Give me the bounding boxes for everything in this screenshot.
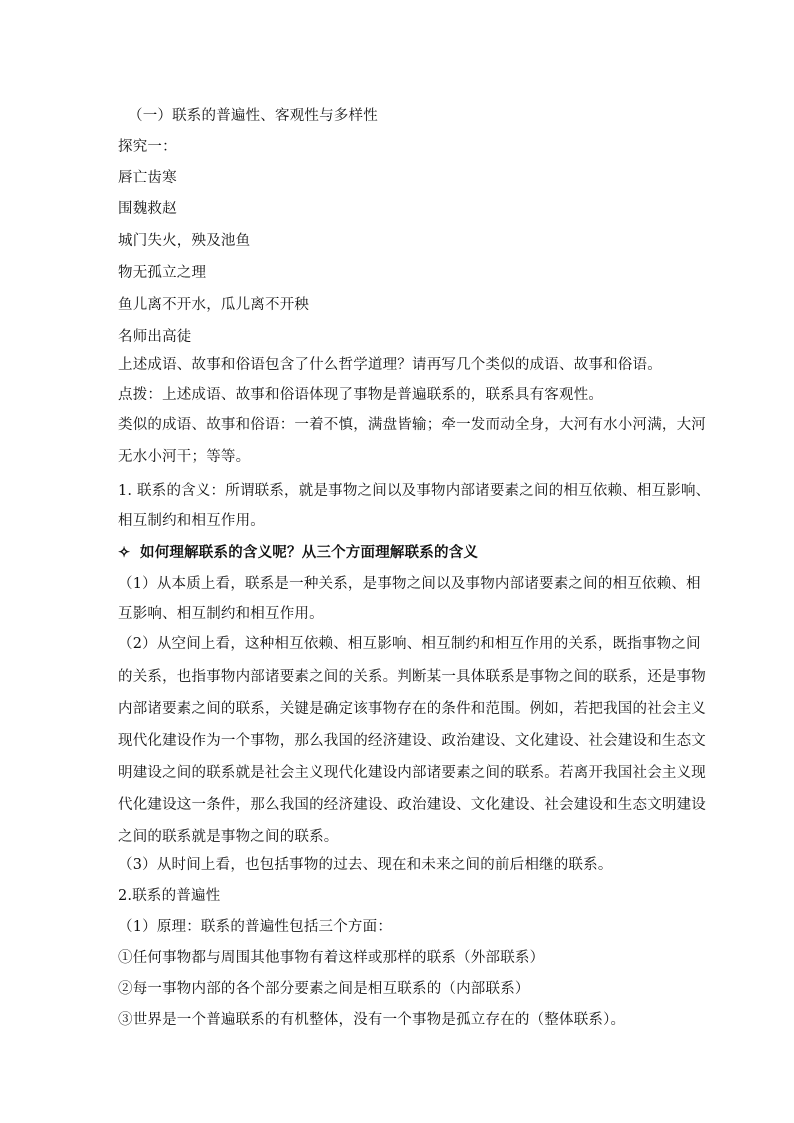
paragraph-line: 无水小河干；等等。: [118, 449, 251, 465]
hint-text: 点拨：上述成语、故事和俗语体现了事物是普遍联系的，联系具有客观性。: [118, 387, 604, 403]
paragraph-line: （1）从本质上看，联系是一种关系，是事物之间以及事物内部诸要素之间的相互依赖、相: [118, 576, 701, 592]
list-item: ③世界是一个普遍联系的有机整体，没有一个事物是孤立存在的（整体联系）。: [118, 1012, 626, 1028]
subsection-heading: 2.联系的普遍性: [118, 888, 221, 904]
idiom-line: 城门失火，殃及池鱼: [118, 233, 251, 249]
paragraph-line: 类似的成语、故事和俗语：一着不慎，满盘皆输；牵一发而动全身，大河有水小河满，大河: [118, 417, 706, 433]
paragraph-line: 1. 联系的含义：所谓联系，就是事物之间以及事物内部诸要素之间的相互依赖、相互影响、: [118, 483, 711, 499]
idiom-line: 名师出高徒: [118, 329, 192, 345]
list-item: ②每一事物内部的各个部分要素之间是相互联系的（内部联系）: [118, 981, 530, 997]
idiom-line: 鱼儿离不开水，瓜儿离不开秧: [118, 297, 310, 313]
paragraph-line: 明建设之间的联系就是社会主义现代化建设内部诸要素之间的联系。若离开我国社会主义现: [118, 765, 706, 781]
idiom-line: 围魏救赵: [118, 201, 177, 217]
idiom-line: 唇亡齿寒: [118, 170, 177, 186]
paragraph-line: 互影响、相互制约和相互作用。: [118, 606, 324, 622]
paragraph-line: 相互制约和相互作用。: [118, 513, 265, 529]
question-text: 上述成语、故事和俗语包含了什么哲学道理？请再写几个类似的成语、故事和俗语。: [118, 357, 662, 373]
paragraph-line: 现代化建设作为一个事物，那么我国的经济建设、政治建设、文化建设、社会建设和生态文: [118, 733, 706, 749]
paragraph-line: （3）从时间上看，也包括事物的过去、现在和未来之间的前后相继的联系。: [118, 857, 613, 873]
list-item: ①任何事物都与周围其他事物有着这样或那样的联系（外部联系）: [118, 950, 545, 966]
bullet-heading-text: 如何理解联系的含义呢？从三个方面理解联系的含义: [140, 544, 479, 561]
paragraph-line: 之间的联系就是事物之间的联系。: [118, 829, 339, 845]
paragraph-line: （1）原理：联系的普遍性包括三个方面：: [118, 919, 393, 935]
paragraph-line: 内部诸要素之间的联系，关键是确定该事物存在的条件和范围。例如，若把我国的社会主义: [118, 701, 706, 717]
section-heading: （一）联系的普遍性、客观性与多样性: [128, 108, 378, 124]
explore-label: 探究一：: [118, 139, 177, 155]
diamond-bullet-icon: ✧: [118, 544, 131, 561]
paragraph-line: 的关系，也指事物内部诸要素之间的关系。判断某一具体联系是事物之间的联系，还是事物: [118, 669, 706, 685]
idiom-line: 物无孤立之理: [118, 265, 207, 281]
bullet-heading: [118, 541, 478, 562]
paragraph-line: 代化建设这一条件，那么我国的经济建设、政治建设、文化建设、社会建设和生态文明建设: [118, 797, 706, 813]
paragraph-line: （2）从空间上看，这种相互依赖、相互影响、相互制约和相互作用的关系，既指事物之间: [118, 636, 701, 652]
